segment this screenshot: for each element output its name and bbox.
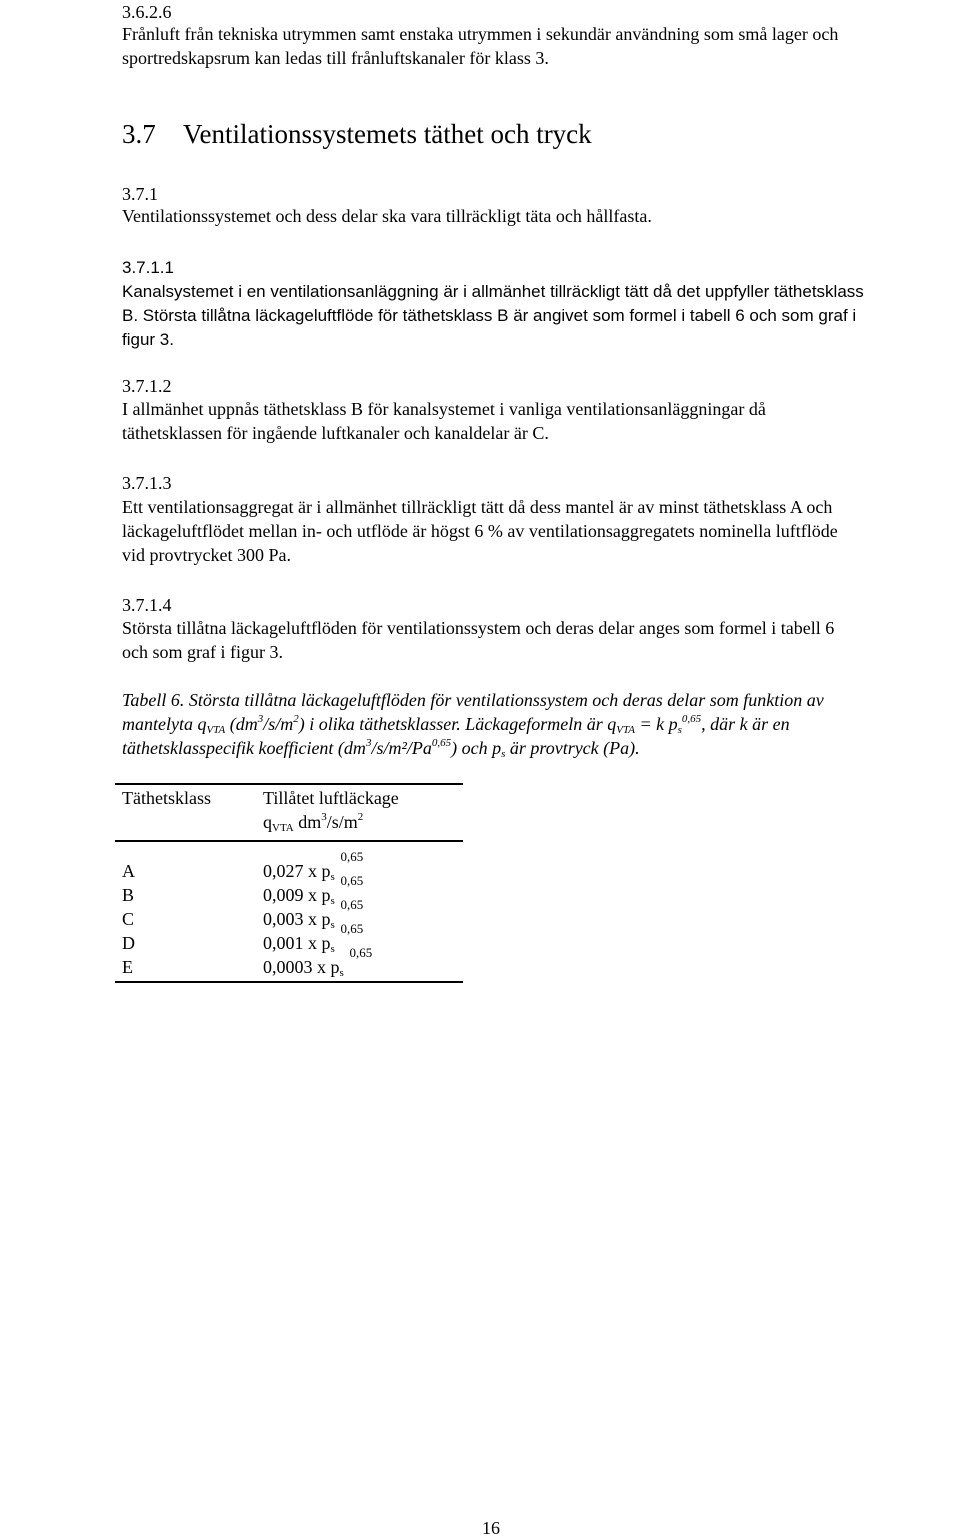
caption-subscript: s <box>677 724 682 736</box>
caption-text: /s/m²/Pa <box>371 738 432 758</box>
formula-exponent: 0,65 <box>340 921 364 936</box>
table-bottom-rule <box>115 981 463 983</box>
header-unit-subscript: VTA <box>272 822 294 834</box>
table-header-rule <box>115 840 463 842</box>
formula-text: 0,003 x p <box>263 909 331 929</box>
section-3713-line-3: vid provtrycket 300 Pa. <box>122 545 291 565</box>
heading-3-7-number: 3.7 <box>122 119 156 149</box>
section-3711-line-3: figur 3. <box>122 330 174 349</box>
section-3713-line-1: Ett ventilationsaggregat är i allmänhet tillräckligt tätt då dess mantel är av minst täthetsklass A och <box>122 497 833 517</box>
section-number-3714: 3.7.1.4 <box>122 595 172 615</box>
section-3712-line-2: täthetsklassen för ingående luftkanaler och kanaldelar är C. <box>122 423 549 443</box>
formula-subscript: s <box>330 871 335 883</box>
caption-subscript: VTA <box>206 724 226 736</box>
header-unit-superscript: 2 <box>357 811 364 823</box>
table-row-d-class: D <box>122 933 135 953</box>
formula-text: 0,0003 x p <box>263 957 340 977</box>
table-row-a-class: A <box>122 861 135 881</box>
caption-text: ) och p <box>451 738 502 758</box>
caption-subscript: VTA <box>616 724 635 736</box>
formula-exponent: 0,65 <box>349 945 373 960</box>
table-header-leakage: Tillåtet luftläckage <box>263 788 399 808</box>
header-unit-text: /s/m <box>326 812 358 832</box>
formula-subscript: s <box>330 943 335 955</box>
section-3626-line-1: Frånluft från tekniska utrymmen samt enstaka utrymmen i sekundär användning som små lager och <box>122 24 839 44</box>
formula-text: 0,027 x p <box>263 861 331 881</box>
table-row-b-class: B <box>122 885 135 905</box>
section-3714-line-2: och som graf i figur 3. <box>122 642 283 662</box>
caption-text: , där k är en <box>701 714 790 734</box>
section-number-3712: 3.7.1.2 <box>122 376 172 396</box>
caption-superscript: 3 <box>365 737 372 749</box>
header-unit-superscript: 3 <box>321 811 327 823</box>
formula-text: 0,009 x p <box>263 885 331 905</box>
formula-text: 0,001 x p <box>263 933 331 953</box>
table-caption-line-1: Tabell 6. Största tillåtna läckageluftflöden för ventilationssystem och deras delar som funktion av <box>122 690 824 710</box>
caption-superscript: 0,65 <box>681 713 702 725</box>
formula-subscript: s <box>330 919 335 931</box>
section-number-371: 3.7.1 <box>122 184 158 204</box>
caption-text: ) i olika täthetsklasser. Läckageformeln är q <box>298 714 617 734</box>
section-3714-line-1: Största tillåtna läckageluftflöden för ventilationssystem och deras delar anges som formel i tabell 6 <box>122 618 835 638</box>
section-number-3626: 3.6.2.6 <box>122 2 172 22</box>
caption-text: /s/m <box>263 714 294 734</box>
section-3713-line-2: läckageluftflödet mellan in- och utflöde är högst 6 % av ventilationsaggregatets nominella luftflöde <box>122 521 838 541</box>
formula-exponent: 0,65 <box>340 849 364 864</box>
caption-text: täthetsklasspecifik koefficient (dm <box>122 738 366 758</box>
header-unit-text: q <box>263 812 272 832</box>
table-caption-line-3 <box>122 736 640 760</box>
heading-3-7 <box>122 118 592 150</box>
heading-3-7-title: Ventilationssystemets täthet och tryck <box>183 119 592 149</box>
section-number-3713: 3.7.1.3 <box>122 473 172 493</box>
caption-text: (dm <box>225 714 258 734</box>
caption-text: mantelyta q <box>122 714 207 734</box>
table-header-unit <box>263 810 363 834</box>
section-3711-line-1: Kanalsystemet i en ventilationsanläggning är i allmänhet tillräckligt tätt då det uppfyller täthetsklass <box>122 282 864 301</box>
section-3712-line-1: I allmänhet uppnås täthetsklass B för kanalsystemet i vanliga ventilationsanläggningar då <box>122 399 766 419</box>
formula-exponent: 0,65 <box>340 897 364 912</box>
formula-exponent: 0,65 <box>340 873 364 888</box>
section-371-text: Ventilationssystemet och dess delar ska vara tillräckligt täta och hållfasta. <box>122 206 652 226</box>
page-number: 16 <box>482 1518 500 1538</box>
caption-superscript: 2 <box>293 713 299 725</box>
section-3626-line-2: sportredskapsrum kan ledas till frånluftskanaler för klass 3. <box>122 48 549 68</box>
caption-subscript: s <box>501 748 506 760</box>
caption-superscript: 3 <box>257 713 264 725</box>
section-number-3711: 3.7.1.1 <box>122 258 174 277</box>
table-header-class: Täthetsklass <box>122 788 211 808</box>
section-3711-line-2: B. Största tillåtna läckageluftflöde för täthetsklass B är angivet som formel i tabell 6 och som graf i <box>122 306 857 325</box>
formula-subscript: s <box>330 895 335 907</box>
caption-superscript: 0,65 <box>431 737 452 749</box>
header-unit-text: dm <box>293 812 322 832</box>
formula-subscript: s <box>339 967 344 979</box>
caption-text: = k p <box>634 714 678 734</box>
table-caption-line-2 <box>122 712 790 736</box>
table-top-rule <box>115 783 463 785</box>
caption-text: är provtryck (Pa). <box>505 738 640 758</box>
table-row-e-class: E <box>122 957 133 977</box>
table-row-c-class: C <box>122 909 135 929</box>
